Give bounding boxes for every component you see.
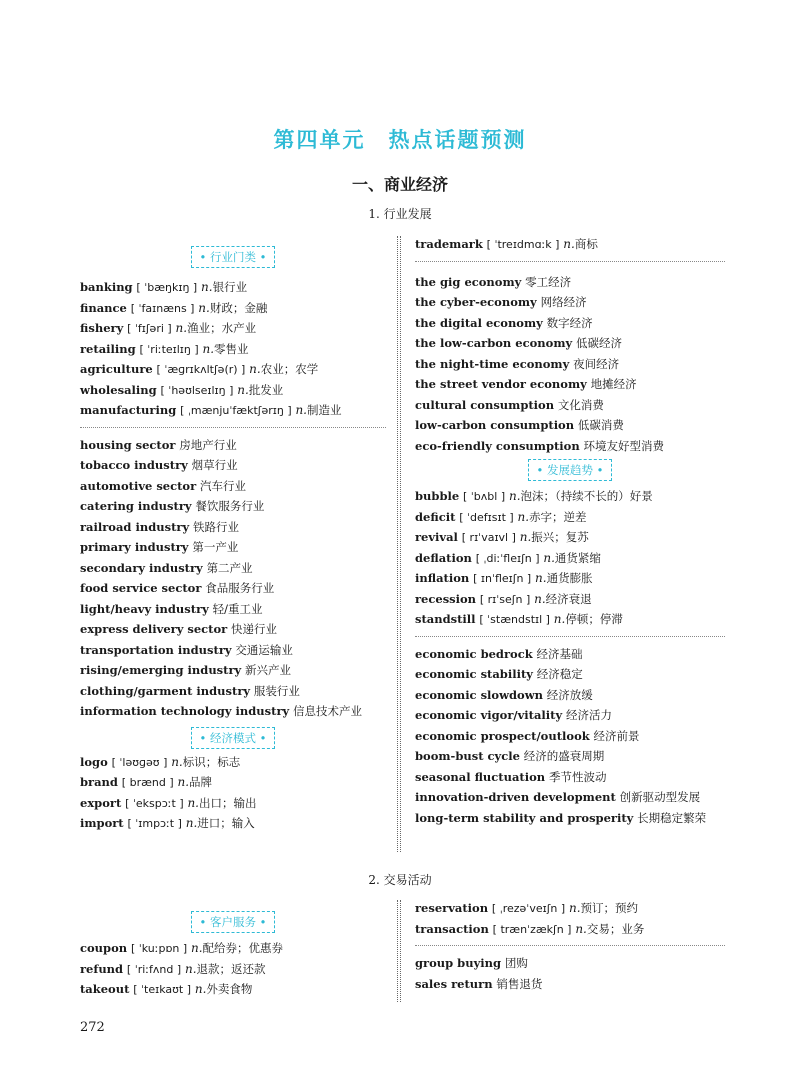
vocab-word: refund [80,961,124,976]
vocab-phonetic: [ ˈbʌbl ] [463,490,506,503]
tag-service-wrap [80,908,386,934]
page-number: 272 [80,1020,105,1035]
vocab-entry [415,808,725,829]
vocab-word: takeout [80,982,130,996]
vocab-meaning: 服装行业 [253,683,300,698]
vocab-entry [80,558,386,579]
vocab-entry [415,415,725,436]
vocab-entry [415,548,725,569]
vocab-meaning: 餐饮服务行业 [195,499,265,513]
vocab-phonetic: [ ˈləʊɡəʊ ] [111,755,168,769]
vocab-entry [415,705,725,726]
vocab-word: railroad industry [80,519,190,534]
vocab-phonetic: [ ˈkuːpɒn ] [130,942,188,955]
vocab-meaning: 交易；业务 [586,921,645,936]
vocab-entry [415,333,725,354]
vocab-word: seasonal fluctuation [415,769,546,784]
vocab-entry [80,660,386,681]
vocab-meaning: 退款；返还款 [196,961,266,976]
vocab-meaning: 泡沫；（持续不长的）好景 [520,489,653,503]
vocab-meaning: 第一产业 [192,540,239,554]
vocab-meaning: 标识；标志 [182,754,241,769]
vocab-entry [80,640,386,661]
vocab-word: deficit [415,509,456,524]
vocab-part-of-speech: n. [185,816,198,830]
vocab-list [80,277,386,421]
vocab-meaning: 新兴产业 [245,663,292,677]
column-divider [397,900,406,1002]
vocab-list [415,953,725,994]
right-column-transactions [415,898,725,994]
vocab-meaning: 团购 [504,956,528,970]
vocab-meaning: 快递行业 [231,622,278,636]
vocab-word: clothing/garment industry [80,683,251,698]
vocab-word: the gig economy [415,274,522,289]
vocab-meaning: 停顿；停滞 [565,612,623,626]
vocab-entry [80,959,386,980]
vocab-meaning: 低碳消费 [577,418,624,432]
tag-customer-service: • 客户服务 • [191,911,276,933]
vocab-phonetic: [ rɪˈvaɪvl ] [461,531,516,544]
vocab-phonetic: [ ˌdiːˈfleɪʃn ] [475,551,540,565]
left-column-customer-service [80,908,386,1000]
vocab-word: agriculture [80,362,153,376]
vocab-part-of-speech: n. [184,961,197,976]
vocab-entry [415,919,725,940]
vocab-word: standstill [415,612,476,626]
vocab-entry [415,664,725,685]
vocab-word: innovation-driven development [415,790,616,804]
vocab-entry [80,435,386,456]
vocab-meaning: 销售退货 [496,976,543,991]
vocab-phonetic: [ ˈekspɔːt ] [125,796,184,810]
unit-title: 第四单元 热点话题预测 [273,128,527,152]
vocab-list [415,234,725,255]
vocab-word: manufacturing [80,403,177,417]
vocab-phonetic: [ ˈfaɪnæns ] [130,301,195,315]
vocab-entry [80,359,386,380]
vocab-phonetic: [ brænd ] [121,776,174,789]
vocab-phonetic: [ ˈhəʊlseɪlɪŋ ] [160,383,234,397]
vocab-word: cultural consumption [415,397,555,412]
vocab-entry [415,354,725,375]
vocab-part-of-speech: n. [187,795,199,810]
vocab-entry [80,772,386,793]
vocab-entry [415,726,725,747]
vocab-phonetic: [ ˈbæŋkɪŋ ] [136,281,198,294]
vocab-entry [415,234,725,255]
vocab-entry [415,527,725,548]
vocab-word: low-carbon consumption [415,418,575,432]
vocab-entry [80,578,386,599]
vocab-list [415,644,725,829]
vocab-meaning: 经济衰退 [545,591,592,606]
vocab-entry [80,752,386,773]
vocab-list [415,898,725,939]
subsection-number: 2. [368,873,380,887]
vocab-phonetic: [ ˈtreɪdmɑːk ] [486,238,560,251]
vocab-meaning: 进口；输入 [197,816,255,830]
vocab-word: banking [80,280,133,294]
vocab-meaning: 房地产行业 [179,437,237,452]
vocab-meaning: 配给券；优惠券 [202,941,284,955]
vocab-meaning: 农业；农学 [260,362,319,376]
vocab-entry [415,507,725,528]
tag-economic-model: • 经济模式 • [191,727,276,749]
vocab-meaning: 通货紧缩 [554,550,601,565]
subsection-title-1 [0,205,800,222]
vocab-entry [415,374,725,395]
vocab-meaning: 赤字；逆差 [529,509,587,524]
vocab-entry [415,589,725,610]
vocab-word: automotive sector [80,478,197,493]
vocab-meaning: 商标 [574,237,598,251]
vocab-meaning: 轻/重工业 [212,601,263,616]
vocab-entry [80,400,386,421]
vocab-part-of-speech: n. [535,571,547,585]
vocab-word: economic slowdown [415,687,543,702]
vocab-phonetic: [ ˈæɡrɪkʌltʃə(r) ] [156,363,246,376]
vocab-entry [80,455,386,476]
vocab-list [80,435,386,722]
vocab-entry [80,380,386,401]
vocab-entry [415,767,725,788]
vocab-meaning: 交通运输业 [235,642,293,657]
vocab-phonetic: [ ˌmænjuˈfæktʃərɪŋ ] [180,404,292,417]
vocab-part-of-speech: n. [198,300,210,315]
vocab-entry [80,701,386,722]
vocab-word: light/heavy industry [80,601,209,616]
vocab-word: the digital economy [415,315,543,330]
vocab-meaning: 制造业 [307,403,342,417]
vocab-entry [415,898,725,919]
vocab-word: transportation industry [80,642,232,657]
vocab-meaning: 创新驱动型发展 [619,790,701,804]
vocab-meaning: 季节性波动 [548,769,607,784]
vocab-list [415,272,725,457]
vocab-meaning: 银行业 [212,280,248,294]
vocab-part-of-speech: n. [568,901,581,915]
vocab-list [80,938,386,1000]
vocab-meaning: 经济稳定 [536,667,583,681]
vocab-meaning: 信息技术产业 [293,704,363,718]
vocab-entry [415,746,725,767]
vocab-meaning: 网络经济 [540,295,587,309]
vocab-meaning: 地摊经济 [590,377,637,391]
vocab-word: fishery [80,321,124,335]
vocab-entry [80,681,386,702]
vocab-word: the street vendor economy [415,377,587,391]
vocab-entry [80,813,386,834]
vocab-part-of-speech: n. [295,403,307,417]
vocab-meaning: 经济基础 [536,646,583,661]
vocab-part-of-speech: n. [249,362,261,376]
vocab-word: catering industry [80,499,192,513]
vocab-list [415,486,725,630]
vocab-part-of-speech: n. [191,941,203,955]
section-title: 一、商业经济 [351,175,448,194]
vocab-meaning: 铁路行业 [192,519,239,534]
vocab-entry [80,599,386,620]
vocab-entry [80,537,386,558]
vocab-word: retailing [80,341,136,356]
vocab-entry [80,938,386,959]
vocab-phonetic: [ trænˈzækʃn ] [492,922,572,936]
vocab-word: group buying [415,956,502,970]
vocab-meaning: 文化消费 [557,397,604,412]
vocab-meaning: 零售业 [214,341,249,356]
vocab-word: bubble [415,489,460,503]
vocab-phonetic: [ ˈdefɪsɪt ] [459,510,514,524]
vocab-entry [415,486,725,507]
vocab-meaning: 品牌 [189,775,213,789]
tag-industry-wrap [80,243,386,269]
vocab-word: wholesaling [80,382,157,397]
vocab-word: coupon [80,941,128,955]
vocab-part-of-speech: n. [237,382,249,397]
vocab-meaning: 长期稳定繁荣 [637,810,707,825]
left-column-industry [80,243,386,834]
vocab-meaning: 经济放缓 [546,687,593,702]
vocab-meaning: 数字经济 [546,315,593,330]
vocab-entry [80,318,386,339]
column-divider [397,236,406,852]
vocab-entry [80,979,386,1000]
tag-development-trend: • 发展趋势 • [528,459,613,481]
vocab-entry [80,277,386,298]
vocab-word: boom-bust cycle [415,749,520,763]
vocab-meaning: 烟草行业 [191,458,238,472]
vocab-word: secondary industry [80,560,203,575]
vocab-part-of-speech: n. [517,509,530,524]
vocab-entry [415,436,725,457]
vocab-word: express delivery sector [80,622,228,636]
vocab-meaning: 低碳经济 [576,336,622,350]
vocab-meaning: 第二产业 [206,560,253,575]
vocab-word: the night-time economy [415,356,570,371]
vocab-entry [80,517,386,538]
vocab-phonetic: [ ˌrezəˈveɪʃn ] [491,902,566,915]
vocab-meaning: 经济活力 [565,708,612,722]
vocab-entry [415,568,725,589]
vocab-entry [415,953,725,974]
vocab-meaning: 食品服务行业 [205,581,275,595]
tag-model-wrap [80,724,386,750]
subsection-number: 1. [368,207,380,221]
vocab-meaning: 出口；输出 [198,795,257,810]
vocab-word: import [80,816,124,830]
vocab-word: brand [80,775,118,789]
vocab-meaning: 经济前景 [593,728,640,743]
vocab-meaning: 环境友好型消费 [583,438,665,453]
vocab-phonetic: [ ˈɪmpɔːt ] [127,817,182,830]
dotted-separator [415,636,725,637]
vocab-part-of-speech: n. [534,591,546,606]
dotted-separator [415,261,725,262]
vocab-entry [415,974,725,995]
dotted-separator [415,945,725,946]
vocab-part-of-speech: n. [563,237,575,251]
tag-trend-wrap [415,456,725,482]
dotted-separator [80,427,386,428]
vocab-entry [80,298,386,319]
vocab-meaning: 渔业；水产业 [187,321,257,335]
subsection-label: 交易活动 [383,873,432,887]
vocab-meaning: 振兴；复苏 [531,530,589,544]
vocab-word: tobacco industry [80,458,188,472]
vocab-word: food service sector [80,581,202,595]
vocab-entry [415,685,725,706]
vocab-meaning: 预订；预约 [580,901,639,915]
vocab-entry [80,476,386,497]
vocab-meaning: 零工经济 [525,274,572,289]
tag-industry-categories: • 行业门类 • [191,246,276,268]
vocab-entry [415,395,725,416]
vocab-phonetic: [ rɪˈseʃn ] [479,592,531,606]
vocab-word: deflation [415,550,472,565]
vocab-word: housing sector [80,437,176,452]
vocab-list [80,752,386,834]
vocab-part-of-speech: n. [519,530,532,544]
vocab-entry [415,272,725,293]
vocab-phonetic: [ ˈstændstɪl ] [479,613,550,626]
vocab-part-of-speech: n. [543,550,555,565]
vocab-word: recession [415,591,477,606]
subsection-label: 行业发展 [383,207,432,221]
vocab-part-of-speech: n. [171,754,183,769]
vocab-word: economic vigor/vitality [415,708,563,722]
vocab-meaning: 汽车行业 [199,478,246,493]
vocab-part-of-speech: n. [175,321,188,335]
vocab-word: finance [80,300,127,315]
vocab-word: inflation [415,571,470,585]
vocab-entry [415,292,725,313]
vocab-word: economic stability [415,667,533,681]
vocab-part-of-speech: n. [201,280,213,294]
vocab-word: primary industry [80,540,189,554]
vocab-entry [415,313,725,334]
vocab-meaning: 外卖食物 [206,982,253,996]
vocab-phonetic: [ ˈriːfʌnd ] [126,962,182,976]
vocab-part-of-speech: n. [553,612,566,626]
vocab-word: trademark [415,237,483,251]
vocab-entry [80,339,386,360]
vocab-phonetic: [ ˈfɪʃəri ] [127,322,172,335]
vocab-word: the low-carbon economy [415,336,573,350]
vocab-meaning: 经济的盛衰周期 [523,749,605,763]
vocab-phonetic: [ ɪnˈfleɪʃn ] [473,572,532,585]
vocab-word: logo [80,754,108,769]
vocab-part-of-speech: n. [194,982,207,996]
vocab-part-of-speech: n. [202,341,215,356]
vocab-entry [80,793,386,814]
vocab-meaning: 批发业 [248,382,284,397]
vocab-word: transaction [415,921,489,936]
vocab-entry [415,644,725,665]
vocab-word: rising/emerging industry [80,663,242,677]
vocab-word: economic prospect/outlook [415,728,590,743]
subsection-title-2 [0,871,800,888]
vocab-part-of-speech: n. [575,921,587,936]
vocab-word: eco-friendly consumption [415,438,580,453]
vocab-meaning: 通货膨胀 [546,571,593,585]
vocab-word: sales return [415,976,493,991]
vocab-part-of-speech: n. [177,775,190,789]
vocab-word: long-term stability and prosperity [415,810,634,825]
vocab-phonetic: [ ˈriːteɪlɪŋ ] [139,342,199,356]
right-column-economy [415,234,725,828]
vocab-word: reservation [415,901,489,915]
vocab-word: revival [415,530,458,544]
vocab-word: information technology industry [80,704,290,718]
vocab-entry [80,619,386,640]
vocab-word: the cyber-economy [415,295,537,309]
vocab-entry [80,496,386,517]
vocab-phonetic: [ ˈteɪkaʊt ] [133,983,192,996]
vocab-entry [415,787,725,808]
vocab-entry [415,609,725,630]
vocab-word: economic bedrock [415,646,533,661]
vocab-meaning: 夜间经济 [573,356,620,371]
vocab-meaning: 财政；金融 [209,300,268,315]
vocab-word: export [80,795,122,810]
vocab-part-of-speech: n. [508,489,521,503]
